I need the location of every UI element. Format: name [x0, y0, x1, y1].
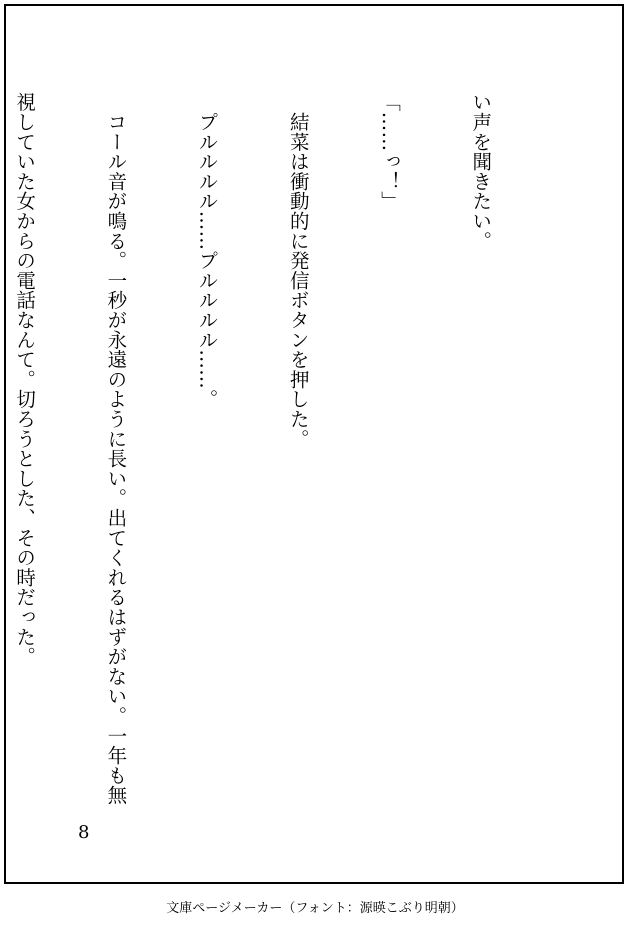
page-frame — [4, 4, 624, 884]
footer-credit: 文庫ページメーカー（フォント：源暎こぶり明朝） — [166, 901, 464, 916]
text-line: 「……っ！」 — [377, 92, 401, 211]
page-number: 8 — [78, 822, 90, 843]
text-line: コール音が鳴る。一秒が永遠のように長い。出てくれるはずがない。一年も無 — [104, 92, 128, 805]
text-line: い声を聞きたい。 — [469, 92, 493, 251]
vertical-text-block — [0, 92, 556, 812]
text-line: 結菜は衝動的に発信ボタンを押した。 — [286, 92, 310, 449]
text-line: プルルルル……プルルルル……。 — [195, 92, 219, 409]
text-line: 視していた女からの電話なんて。切ろうとした、その時だった。 — [13, 92, 37, 667]
